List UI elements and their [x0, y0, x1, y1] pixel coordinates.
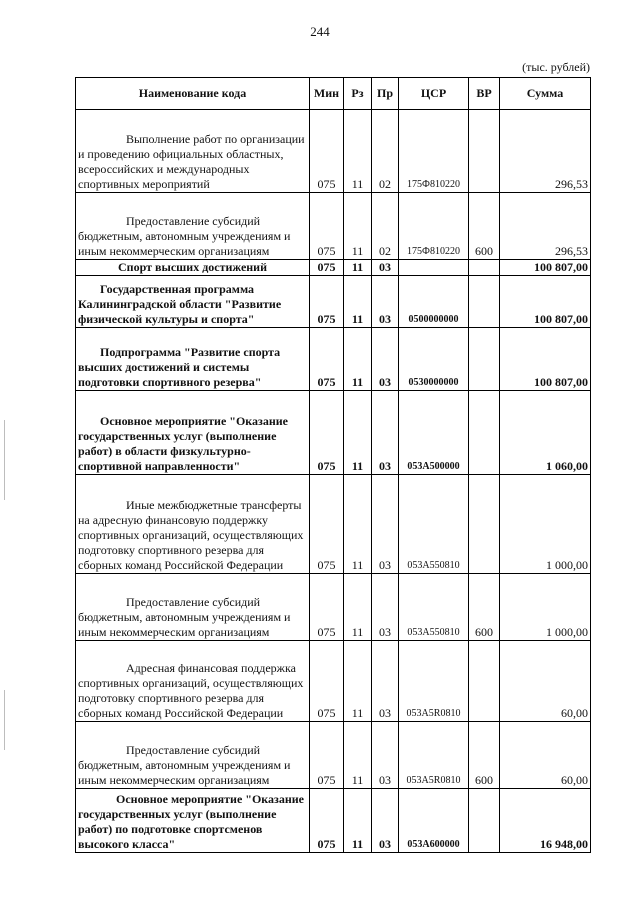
row-min: 075 [310, 276, 344, 328]
row-pr: 03 [372, 260, 399, 276]
row-csr: 0530000000 [399, 328, 469, 391]
row-csr: 175Ф810220 [399, 193, 469, 260]
row-pr: 02 [372, 110, 399, 193]
scan-artifact-line [4, 420, 5, 500]
table-row [76, 789, 591, 853]
row-sum: 1 060,00 [500, 391, 591, 475]
table-row [76, 475, 591, 574]
row-rz: 11 [344, 722, 372, 789]
header-sum: Сумма [500, 78, 591, 110]
row-csr: 053А5R0810 [399, 722, 469, 789]
row-rz: 11 [344, 641, 372, 722]
row-name: Основное мероприятие "Оказание государственных услуг (выполнение работ) в области физкультурно-спортивной направленности" [78, 414, 289, 473]
row-min: 075 [310, 641, 344, 722]
row-name: Выполнение работ по организации и проведению официальных областных, всероссийских и международных спортивных мероприятий [78, 132, 305, 191]
row-vr [469, 328, 500, 391]
scan-artifact-line [4, 690, 5, 750]
header-csr: ЦСР [399, 78, 469, 110]
page-number: 244 [310, 24, 330, 39]
row-name: Государственная программа Калининградской области "Развитие физической культуры и спорта" [78, 282, 282, 326]
table-row [76, 193, 591, 260]
row-name: Подпрограмма "Развитие спорта высших достижений и системы подготовки спортивного резерва" [78, 345, 281, 389]
table-row [76, 276, 591, 328]
table-row [76, 574, 591, 641]
row-name: Спорт высших достижений [76, 260, 310, 276]
row-sum: 1 000,00 [500, 475, 591, 574]
row-rz: 11 [344, 276, 372, 328]
row-csr: 053А600000 [399, 789, 469, 853]
row-sum: 60,00 [500, 641, 591, 722]
header-pr: Пр [372, 78, 399, 110]
header-rz: Рз [344, 78, 372, 110]
row-vr [469, 641, 500, 722]
row-csr: 053А550810 [399, 475, 469, 574]
row-min: 075 [310, 475, 344, 574]
budget-table [75, 77, 591, 853]
row-rz: 11 [344, 260, 372, 276]
row-sum: 100 807,00 [500, 276, 591, 328]
row-rz: 11 [344, 193, 372, 260]
row-name: Предоставление субсидий бюджетным, автономным учреждениям и иным некоммерческим организациям [78, 743, 291, 787]
row-min: 075 [310, 328, 344, 391]
row-min: 075 [310, 260, 344, 276]
row-pr: 02 [372, 193, 399, 260]
row-sum: 296,53 [500, 193, 591, 260]
row-rz: 11 [344, 789, 372, 853]
row-csr [399, 260, 469, 276]
units-label: (тыс. рублей) [522, 60, 590, 74]
row-vr [469, 391, 500, 475]
row-min: 075 [310, 193, 344, 260]
table-row [76, 641, 591, 722]
table-row [76, 328, 591, 391]
row-pr: 03 [372, 574, 399, 641]
row-rz: 11 [344, 328, 372, 391]
row-name: Основное мероприятие "Оказание государственных услуг (выполнение работ) по подготовке спортсменов высокого класса" [78, 792, 305, 851]
row-name: Иные межбюджетные трансферты на адресную финансовую поддержку спортивных организаций, осуществляющих подготовку спортивного резерва для сборных команд Российской Федерации [78, 498, 304, 572]
row-pr: 03 [372, 276, 399, 328]
row-pr: 03 [372, 475, 399, 574]
table-header-row [76, 78, 591, 110]
row-rz: 11 [344, 475, 372, 574]
row-name: Адресная финансовая поддержка спортивных организаций, осуществляющих подготовку спортивного резерва для сборных команд Российской Федерации [78, 661, 304, 720]
row-rz: 11 [344, 391, 372, 475]
row-rz: 11 [344, 574, 372, 641]
row-min: 075 [310, 722, 344, 789]
row-sum: 60,00 [500, 722, 591, 789]
header-name: Наименование кода [76, 78, 310, 110]
row-sum: 1 000,00 [500, 574, 591, 641]
table-row [76, 722, 591, 789]
row-pr: 03 [372, 641, 399, 722]
row-pr: 03 [372, 391, 399, 475]
row-vr [469, 475, 500, 574]
table-row [76, 110, 591, 193]
table-row [76, 391, 591, 475]
row-csr: 175Ф810220 [399, 110, 469, 193]
row-csr: 0500000000 [399, 276, 469, 328]
row-min: 075 [310, 110, 344, 193]
row-vr [469, 789, 500, 853]
row-rz: 11 [344, 110, 372, 193]
row-min: 075 [310, 574, 344, 641]
row-vr [469, 110, 500, 193]
row-min: 075 [310, 391, 344, 475]
row-vr: 600 [469, 574, 500, 641]
row-vr: 600 [469, 722, 500, 789]
row-sum: 100 807,00 [500, 260, 591, 276]
row-csr: 053А5R0810 [399, 641, 469, 722]
row-pr: 03 [372, 722, 399, 789]
row-min: 075 [310, 789, 344, 853]
header-min: Мин [310, 78, 344, 110]
row-vr [469, 260, 500, 276]
row-name: Предоставление субсидий бюджетным, автономным учреждениям и иным некоммерческим организациям [78, 214, 291, 258]
row-csr: 053А500000 [399, 391, 469, 475]
row-csr: 053А550810 [399, 574, 469, 641]
row-name: Предоставление субсидий бюджетным, автономным учреждениям и иным некоммерческим организациям [78, 595, 291, 639]
row-sum: 100 807,00 [500, 328, 591, 391]
row-vr [469, 276, 500, 328]
row-vr: 600 [469, 193, 500, 260]
table-row [76, 260, 591, 276]
row-pr: 03 [372, 789, 399, 853]
row-sum: 16 948,00 [500, 789, 591, 853]
row-pr: 03 [372, 328, 399, 391]
row-sum: 296,53 [500, 110, 591, 193]
header-vr: ВР [469, 78, 500, 110]
